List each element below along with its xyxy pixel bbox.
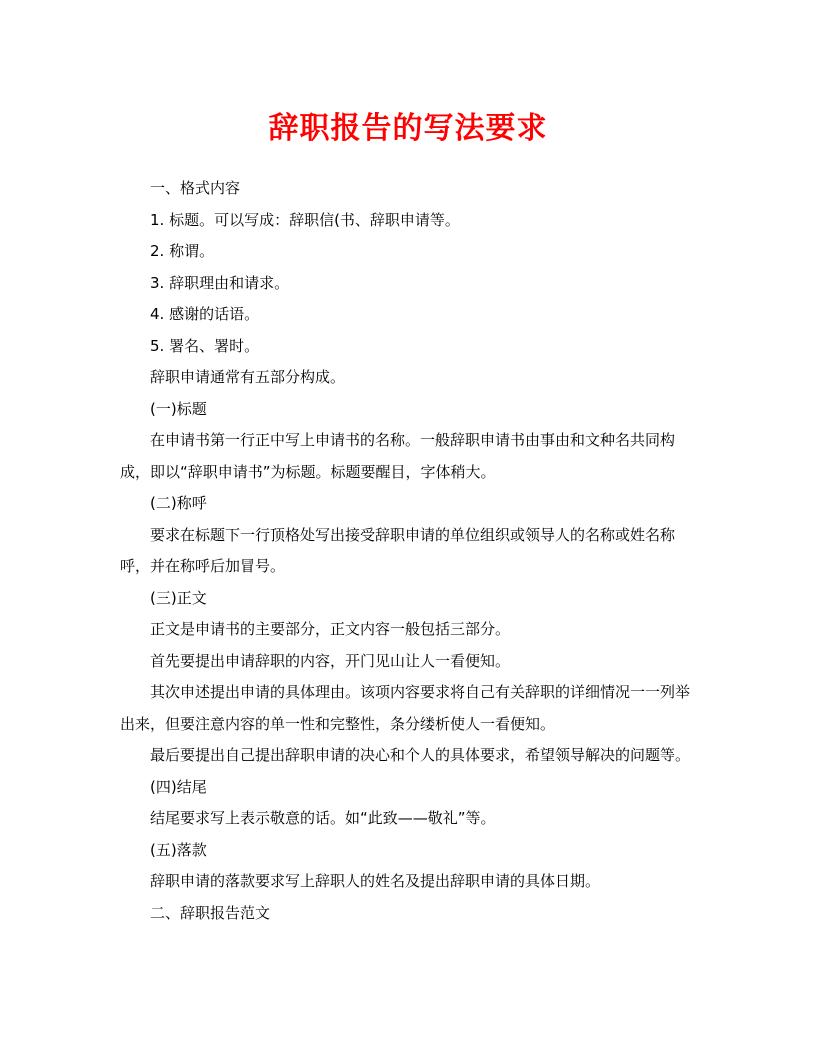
list-item: 5. 署名、署时。 xyxy=(150,336,260,355)
subsection-heading: (三)正文 xyxy=(150,588,207,607)
document-title: 辞职报告的写法要求 xyxy=(268,111,548,146)
section-heading: 一、格式内容 xyxy=(150,179,241,197)
paragraph: 其次申述提出申请的具体理由。该项内容要求将自己有关辞职的详细情况一一列举出来，但要注意内容的单一性和完整性，条分缕析使人一看便知。 xyxy=(120,683,691,733)
list-item: 4. 感谢的话语。 xyxy=(150,305,260,323)
paragraph: 结尾要求写上表示敬意的话。如“此致——敬礼”等。 xyxy=(150,809,496,827)
document-body xyxy=(120,173,700,929)
list-item: 1. 标题。可以写成：辞职信(书、辞职申请等。 xyxy=(150,210,460,229)
subsection-heading: (二)称呼 xyxy=(150,494,207,512)
paragraph: 正文是申请书的主要部分，正文内容一般包括三部分。 xyxy=(150,620,511,638)
subsection-heading: (五)落款 xyxy=(150,840,207,859)
paragraph: 辞职申请的落款要求写上辞职人的姓名及提出辞职申请的具体日期。 xyxy=(150,872,601,890)
subsection-heading: (四)结尾 xyxy=(150,777,207,796)
paragraph: 在申请书第一行正中写上申请书的名称。一般辞职申请书由事由和文种名共同构成，即以“辞职申请书”为标题。标题要醒目，字体稍大。 xyxy=(120,431,676,481)
list-item: 3. 辞职理由和请求。 xyxy=(150,273,290,292)
list-item: 2. 称谓。 xyxy=(150,242,215,260)
paragraph: 要求在标题下一行顶格处写出接受辞职申请的单位组织或领导人的名称或姓名称呼，并在称呼后加冒号。 xyxy=(120,525,676,575)
section-heading: 二、辞职报告范文 xyxy=(150,903,271,922)
paragraph: 辞职申请通常有五部分构成。 xyxy=(150,368,346,386)
paragraph: 首先要提出申请辞职的内容，开门见山让人一看便知。 xyxy=(150,651,511,670)
paragraph: 最后要提出自己提出辞职申请的决心和个人的具体要求，希望领导解决的问题等。 xyxy=(150,746,691,764)
subsection-heading: (一)标题 xyxy=(150,399,207,418)
